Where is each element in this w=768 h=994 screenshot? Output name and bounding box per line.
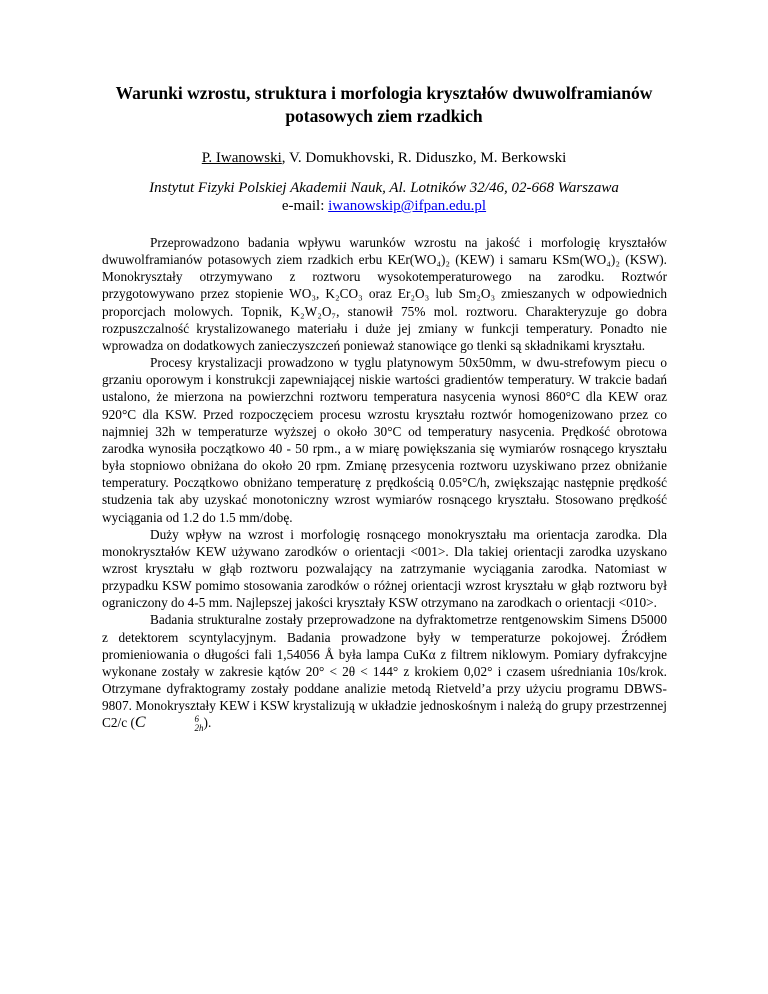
abstract-body xyxy=(102,234,667,733)
paragraph-4 xyxy=(102,611,667,732)
paragraph-3: Duży wpływ na wzrost i morfologię rosnącego monokryształu ma orientacja zarodka. Dla monokryształów KEW używano zarodków o orientacji <001>. Dla takiej orientacji zarodka uzyskano wzrost kryształu w głąb roztworu pozwalający na zatrzymanie wyciągania zarodka. Natomiast w przypadku KSW pomimo stosowania zarodków o różnej orientacji wzrost kryształu w głąb roztworu był ograniczony do 4-5 mm. Najlepszej jakości kryształy KSW otrzymano na zarodkach o orientacji <010>. xyxy=(102,526,667,611)
paragraph-4-text: Badania strukturalne zostały przeprowadzone na dyfraktometrze rentgenowskim Simens D5000 z detektorem scyntylacyjnym. Badania prowadzone były w temperaturze pokojowej. Źródłem promieniowania o długości fali 1,54056 Å była lampa CuKα z filtrem niklowym. Pomiary dyfrakcyjne wykonane zostały w zakresie kątów 20° < 2θ < 144° z krokiem 0,02° i czasem uśredniania 10s/krok. Otrzymane dyfraktogramy zostały poddane analizie metodą Rietveld’a przy użyciu programu DBWS-9807. Monokryształy KEW i KSW krystalizują w układzie jednoskośnym i należą do grupy przestrzennej C2/c ( xyxy=(102,612,667,731)
paragraph-2: Procesy krystalizacji prowadzono w tyglu platynowym 50x50mm, w dwu-strefowym piecu o grzaniu oporowym i konstrukcji zapewniającej niskie wartości gradientów temperatury. W trakcie badań ustalono, że mierzona na powierzchni roztworu temperatura nasycenia wynosi 860°C dla KEW oraz 920°C dla KSW. Przed rozpoczęciem procesu wzrostu kryształu roztwór homogenizowano przez co najmniej 32h w temperaturze wyższej o około 30°C od temperatury nasycenia. Prędkość obrotowa zarodka wynosiła początkowo 40 - 50 rpm., a w miarę powiększania się wymiarów rosnącego kryształu była stopniowo obniżana do około 20 rpm. Zmianę przesycenia roztworu uzyskiwano przez obniżanie temperatury. Początkowo obniżano temperaturę z prędkością 0.05°C/h, zwiększając następnie prędkość studzenia tak aby uzyskać monotoniczny wzrost wymiarów rosnącego kryształu. Stosowano prędkość wyciągania od 1.2 do 1.5 mm/dobę. xyxy=(102,355,667,525)
paper-title: Warunki wzrostu, struktura i morfologia kryształów dwuwolframianów potasowych ziem rzadkich xyxy=(115,83,653,126)
co-authors: , V. Domukhovski, R. Diduszko, M. Berkowski xyxy=(281,150,567,166)
email-label: e-mail: xyxy=(281,198,329,214)
affiliation: Instytut Fizyki Polskiej Akademii Nauk, Al. Lotników 32/46, 02-668 Warszawa xyxy=(149,180,619,196)
space-group-sub: 2h xyxy=(194,722,204,733)
presenting-author: P. Iwanowski xyxy=(201,150,282,166)
paragraph-1: Przeprowadzono badania wpływu warunków wzrostu na jakość i morfologię kryształów dwuwolframianów potasowych ziem rzadkich erbu KEr(WO₄)₂ (KEW) i samaru KSm(WO₄)₂ (KSW). Monokryształy otrzymywano z roztworu wysokotemperaturowego na zarodku. Roztwór przygotowywano przez stopienie WO₃, K₂CO₃ oraz Er₂O₃ lub Sm₂O₃ zmieszanych w odpowiednich proporcjach molowych. Topnik, K₂W₂O₇, stanowił 75% mol. roztworu. Charakteryzuje go dobra rozpuszczalność krystalizowanego materiału i duże jej zmiany w funkcji temperatury. Ponadto nie wprowadza on dodatkowych zanieczyszczeń ponieważ stanowiące go tlenki są składnikami kryształu. xyxy=(102,235,667,353)
space-group-closing: ). xyxy=(203,715,212,731)
space-group-sup: 6 xyxy=(194,713,200,724)
contact-email xyxy=(90,196,678,216)
email-link[interactable]: iwanowskip@ifpan.edu.pl xyxy=(328,198,487,214)
space-group-symbol xyxy=(135,714,204,731)
author-list xyxy=(90,148,678,168)
space-group-base: C xyxy=(134,714,146,732)
